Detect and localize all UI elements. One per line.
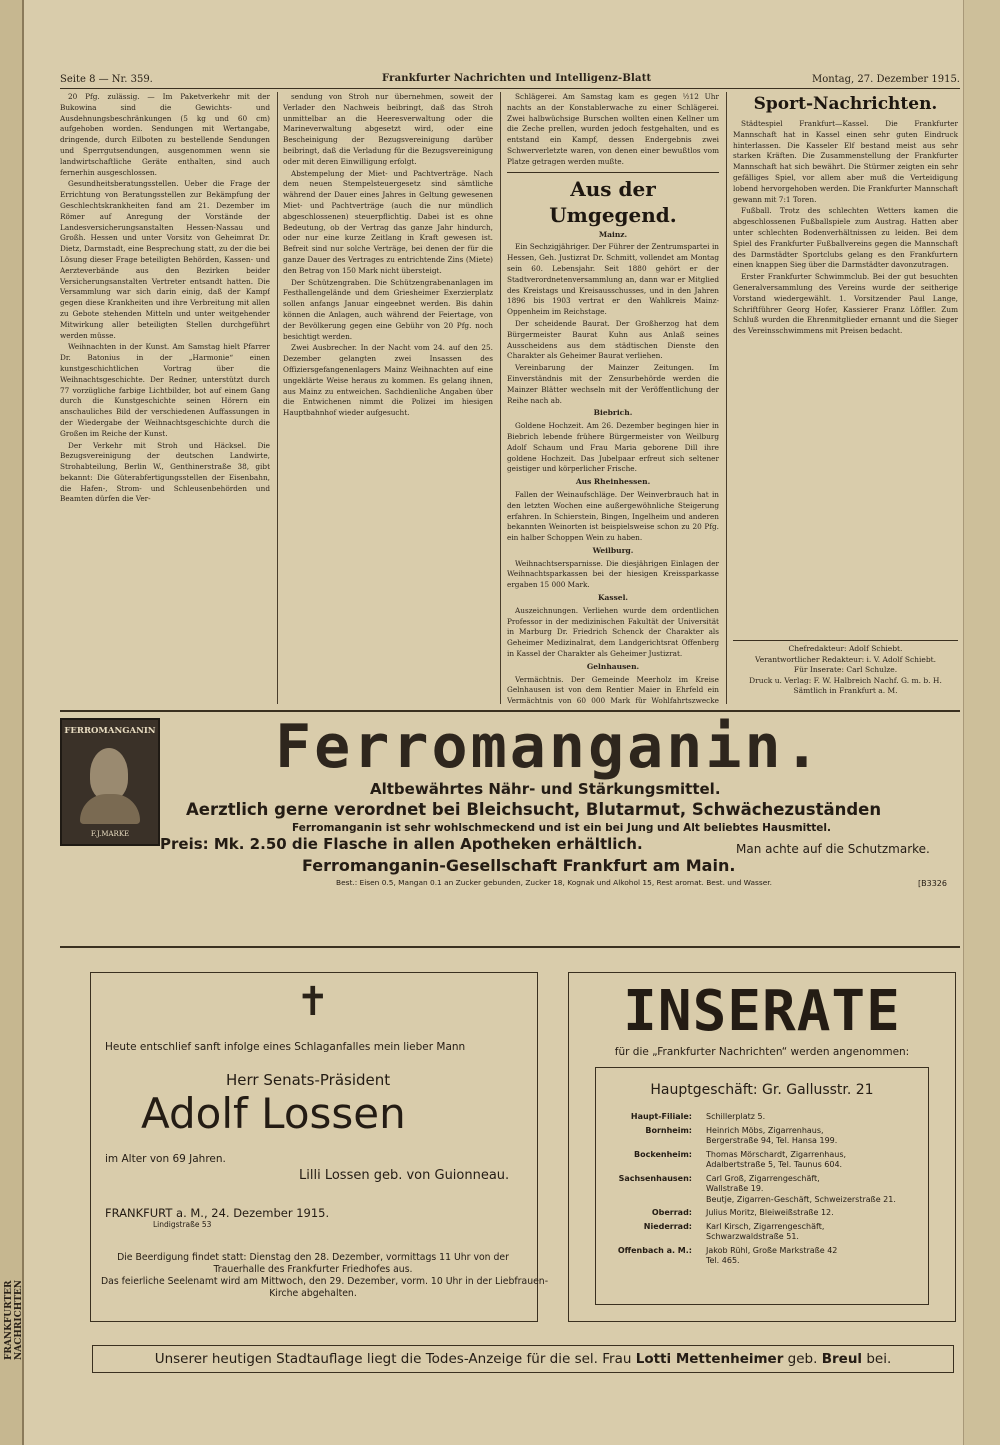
funeral-line: Trauerhalle des Frankfurter Friedhofes aus. xyxy=(213,1264,413,1275)
funeral-line: Die Beerdigung findet statt: Dienstag den 28. Dezember, vormittags 11 Uhr von der xyxy=(117,1252,509,1263)
inserate-title: INSERATE xyxy=(623,979,901,1044)
paragraph: Der Schützengraben. Die Schützengrabenanlagen im Festhallengelände und dem Griesheimer Exerzierplatz sollen anfangs Januar eingeebnet werden. Bis dahin können die Anlagen, auch während der Feiertage, von der Bevölkerung gegen eine Gebühr von 20 Pfg. noch besichtigt werden. xyxy=(283,277,493,341)
obituary-title: Herr Senats-Präsident xyxy=(226,1071,391,1089)
imprint-line: Verantwortlicher Redakteur: i. V. Adolf Schiebt. xyxy=(754,654,937,664)
notice-text xyxy=(93,1351,953,1367)
dateline-biebrich: Biebrich. xyxy=(593,408,633,418)
section-title-sport: Sport-Nachrichten. xyxy=(753,94,938,114)
paragraph: Vereinbarung der Mainzer Zeitungen. Im Einverständnis mit der Zensurbehörde werden die Mainzer Blätter wechseln mit der Veröffentlichung der Reihe nach ab. xyxy=(507,363,719,405)
notice-maiden: Breul xyxy=(821,1351,863,1367)
paragraph: Fußball. Trotz des schlechten Wetters kamen die abgeschlossenen Fußballspiele zum Austrag. Hatten aber unter schlechten Bodenverhältnissen zu leiden. Bei dem Spiel des Frankfurter Fußballvereins gegen die Mannschaft des Darmstädter Sportclubs gelang es den Frankfurtern einen knappen Sieg über die Darmstädter davonzutragen. xyxy=(733,206,958,270)
column-1 xyxy=(60,92,270,706)
column-2 xyxy=(283,92,493,706)
logo-mark: F.J.MARKE xyxy=(90,830,130,838)
branch-address: Schwarzwaldstraße 51. xyxy=(706,1232,799,1241)
column-divider xyxy=(500,92,501,704)
inserate-subtitle: für die „Frankfurter Nachrichten“ werden angenommen: xyxy=(614,1046,910,1058)
funeral-line: Das feierliche Seelenamt wird am Mittwoch, den 29. Dezember, vorm. 10 Uhr in der Liebfrauen- xyxy=(101,1276,549,1287)
obituary-notice xyxy=(90,972,549,1322)
imprint-line: Sämtlich in Frankfurt a. M. xyxy=(793,686,898,695)
funeral-line: Kirche abgehalten. xyxy=(269,1288,357,1299)
paragraph: sendung von Stroh nur übernehmen, soweit der Verlader den Nachweis beibringt, daß das Stroh unmittelbar an die Heeresverwaltung oder die Marineverwaltung abgesetzt wird, oder eine Bescheinigung der Bezugsvereinigung darüber beibringt, daß die Verladung für die Bezugsvereinigung oder mit deren Einwilligung erfolgt. xyxy=(283,92,493,166)
branch-address: Carl Groß, Zigarrengeschäft, xyxy=(706,1173,820,1183)
paragraph: Weihnachten in der Kunst. Am Samstag hielt Pfarrer Dr. Batonius in der „Harmonie“ einen kunstgeschichtlichen Vortrag über die Weihnachtsgeschichte. Der Redner, unterstützt durch 77 vorzügliche farbige Lichtbilder, bot auf einem Gang durch die Kunstgeschichte seinen Hörern ein anschauliches Bild der verschiedenen Auffassungen in der Wiedergabe der Weihnachtsgeschichte durch die Großen im Reiche der Kunst. xyxy=(60,342,270,438)
dateline-rheinhessen: Aus Rheinhessen. xyxy=(575,477,651,487)
obituary-age: im Alter von 69 Jahren. xyxy=(105,1153,226,1165)
branch-address: Tel. 465. xyxy=(706,1256,740,1265)
portrait-head xyxy=(90,748,128,800)
ad-price: Preis: Mk. 2.50 die Flasche in allen Apotheken erhältlich. xyxy=(160,835,643,853)
ferromanganin-logo xyxy=(60,718,160,846)
branch-address: Karl Kirsch, Zigarrengeschäft, xyxy=(706,1221,825,1231)
notice-pre: Unserer heutigen Stadtauflage liegt die Todes-Anzeige für die sel. Frau xyxy=(154,1351,632,1367)
obituary-widow: Lilli Lossen geb. von Guionneau. xyxy=(299,1168,510,1183)
imprint xyxy=(733,640,958,697)
branch-address: Beutje, Zigarren-Geschäft, Schweizerstraße 21. xyxy=(706,1194,896,1204)
imprint-line: Für Inserate: Carl Schulze. xyxy=(793,665,898,674)
ad-trademark: Man achte auf die Schutzmarke. xyxy=(736,842,930,856)
obituary-name: Adolf Lossen xyxy=(141,1089,406,1138)
ad-reference: [B3326 xyxy=(918,879,947,888)
branch-address: Jakob Rühl, Große Markstraße 42 xyxy=(706,1245,838,1255)
logo-text: FERROMANGANIN xyxy=(64,726,156,736)
notice-post: bei. xyxy=(866,1351,892,1367)
obituary-street: Lindigstraße 53 xyxy=(153,1220,212,1229)
portrait-body xyxy=(80,794,140,824)
issue-date: Montag, 27. Dezember 1915. xyxy=(811,74,960,85)
dateline-gelnhausen: Gelnhausen. xyxy=(586,661,640,671)
paragraph: Erster Frankfurter Schwimmclub. Bei der gut besuchten Generalversammlung des Vereins wurde der seitherige Vorstand wiedergewählt. 1. Vorsitzender Paul Lange, Schriftführer Georg Hofer, Kassierer Franz Löffler. Zum Schluß wurden die Ehrenmitglieder ernannt und die Sieger des Vereinsschwimmens mit Preisen bedacht. xyxy=(733,272,958,336)
ad-company: Ferromanganin-Gesellschaft Frankfurt am Main. xyxy=(302,856,736,875)
paragraph: Gesundheitsberatungsstellen. Ueber die Frage der Errichtung von Beratungsstellen zur Bekämpfung der Geschlechtskrankheiten fand am 21. Dezember im Römer auf Anregung der Vorstände der Landesversicherungsanstalten Hessen-Nassau und Großh. Hessen und unter Vorsitz von Geheimrat Dr. Dietz, Darmstadt, eine Besprechung statt, zu der die bei Lösung dieser Frage beteiligten Behörden, Kassen- und Aerzteverbände aus den Bezirken beider Versicherungsanstalten Vertreter entsandt hatten. Die Versammlung war sich darin einig, daß der Kampf gegen diese Krankheiten und ihre Verbreitung mit allen zu Gebote stehenden Mitteln und unter weitgehender Mitwirkung aller beteiligten Stellen durchgeführt werden müsse. xyxy=(60,179,270,340)
gutter-label: FRANKFURTER NACHRICHTEN xyxy=(4,1279,24,1360)
dateline-kassel: Kassel. xyxy=(597,593,629,603)
paragraph: Abstempelung der Miet- und Pachtverträge. Nach dem neuen Stempelsteuergesetz sind sämtliche während der Dauer eines Jahres in Geltung gewesenen Miet- und Pachtverträge (auch die nur mündlich abgeschlossenen) steuerpflichtig. Dabei ist es ohne Bedeutung, ob der Vertrag das ganze Jahr hindurch, oder nur eine kurze Zeitlang in Kraft gewesen ist. Befreit sind nur solche Verträge, bei denen der für die ganze Dauer des Vertrages zu entrichtende Zins (Miete) den Betrag von 150 Mark nicht übersteigt. xyxy=(283,168,493,275)
ferromanganin-ad xyxy=(60,714,960,946)
ad-line: Ferromanganin ist sehr wohlschmeckend und ist ein bei Jung und Alt beliebtes Hausmittel. xyxy=(292,822,831,834)
section-rule xyxy=(60,946,960,948)
page-header xyxy=(60,72,960,89)
branch-place: Bornheim: xyxy=(645,1125,692,1135)
cross-icon: ✝ xyxy=(296,979,330,1025)
paragraph: Schlägerei. Am Samstag kam es gegen ½12 Uhr nachts an der Konstablerwache zu einer Schlägerei. Zwei halbwüchsige Burschen wollten einen Kellner um die Zeche prellen, wurden jedoch festgehalten, und es entstand ein Kampf, dessen Endergebnis zwei Schwerverletzte waren, von denen einer bewußtlos vom Platze getragen werden mußte. xyxy=(507,92,719,166)
paragraph: Auszeichnungen. Verliehen wurde dem ordentlichen Professor in der medizinischen Fakultät der Universität in Marburg Dr. Friedrich Schenck der Charakter als Geheimer Medizinalrat, dem Landgerichtsrat Offenberg in Kassel der Charakter als Geheimer Justizrat. xyxy=(507,605,719,659)
page-edge xyxy=(963,0,1000,1445)
imprint-line: Chefredakteur: Adolf Schiebt. xyxy=(788,644,903,653)
ad-line: Aerztlich gerne verordnet bei Bleichsucht, Blutarmut, Schwächezuständen xyxy=(186,800,882,819)
column-divider xyxy=(726,92,727,704)
masthead: Frankfurter Nachrichten und Intelligenz-Blatt xyxy=(382,73,652,84)
branch-address: Wallstraße 19. xyxy=(706,1184,764,1193)
paragraph: Vermächtnis. Der Gemeinde Meerholz im Kreise Gelnhausen ist von dem Rentier Maier in Ehrfeld ein Vermächtnis von 60 000 Mark für Wohlfahrtszwecke xyxy=(507,674,719,706)
paragraph: Der Verkehr mit Stroh und Häcksel. Die Bezugsvereinigung der deutschen Landwirte, Strohabteilung, Berlin W., Genthinerstraße 38, gibt bekannt: Die Güterabfertigungsstellen der Eisenbahn, die Hafen-, Strom- und Schleusenbehörden und Beamten dürfen die Ver- xyxy=(60,440,270,504)
notice-mid: geb. xyxy=(787,1351,818,1367)
ad-ingredients: Best.: Eisen 0.5, Mangan 0.1 an Zucker gebunden, Zucker 18, Kognak und Alkohol 15, Rest aromat. Best. und Wasser. xyxy=(336,878,773,887)
imprint-line: Druck u. Verlag: F. W. Halbreich Nachf. G. m. b. H. xyxy=(749,675,942,685)
branch-place: Niederrad: xyxy=(643,1221,692,1231)
main-office: Hauptgeschäft: Gr. Gallusstr. 21 xyxy=(650,1082,874,1098)
branch-place: Haupt-Filiale: xyxy=(630,1112,692,1121)
branch-address: Thomas Mörschardt, Zigarrenhaus, xyxy=(706,1149,847,1159)
section-title-umgegend: Aus der Umgegend. xyxy=(507,172,719,228)
column-divider xyxy=(277,92,278,704)
obituary-place: FRANKFURT a. M., 24. Dezember 1915. xyxy=(105,1206,330,1220)
notice-name: Lotti Mettenheimer xyxy=(635,1351,784,1367)
branch-address: Heinrich Möbs, Zigarrenhaus, xyxy=(706,1125,824,1135)
paragraph: Städtespiel Frankfurt—Kassel. Die Frankfurter Mannschaft hat in Kassel einen sehr guten Eindruck hinterlassen. Die Kasseler Elf bestand meist aus sehr starken Kräften. Die Zusammenstellung der Frankfurter Mannschaft hat sich bewährt. Die Stürmer zeigten ein sehr gefälliges Spiel, vor allem aber muß die Verteidigung lobend hervorgehoben werden. Die Frankfurter Mannschaft gewann mit 7:1 Toren. xyxy=(733,119,958,204)
dateline-weilburg: Weilburg. xyxy=(592,545,634,555)
branch-address: Schillerplatz 5. xyxy=(706,1112,766,1121)
branch-address: Adalbertstraße 5, Tel. Taunus 604. xyxy=(706,1160,843,1169)
paragraph: Weihnachtsersparnisse. Die diesjährigen Einlagen der Weihnachtsparkassen bei der hiesigen Kreissparkasse ergaben 15 000 Mark. xyxy=(507,558,719,590)
page-number: Seite 8 — Nr. 359. xyxy=(60,74,153,85)
branch-place: Sachsenhausen: xyxy=(618,1173,692,1183)
branch-place: Oberrad: xyxy=(651,1208,692,1217)
paragraph: Goldene Hochzeit. Am 26. Dezember begingen hier in Biebrich lebende frühere Bürgermeister von Weilburg Adolf Schaum und Frau Maria geborene Dill ihre goldene Hochzeit. Das Jubelpaar erfreut sich seltener geistiger und körperlicher Frische. xyxy=(507,421,719,474)
inserate-ad xyxy=(568,972,956,1322)
branches-box xyxy=(595,1067,929,1305)
branch-address: Julius Moritz, Bleiweißstraße 12. xyxy=(706,1208,834,1217)
ad-subtitle: Altbewährtes Nähr- und Stärkungsmittel. xyxy=(370,780,721,798)
ad-title: Ferromanganin. xyxy=(275,712,823,782)
obituary-intro: Heute entschlief sanft infolge eines Schlaganfalles mein lieber Mann xyxy=(105,1041,466,1053)
branch-address: Bergerstraße 94, Tel. Hansa 199. xyxy=(706,1136,838,1145)
bottom-notice xyxy=(92,1345,954,1373)
column-4 xyxy=(733,92,958,706)
paragraph: 20 Pfg. zulässig. — Im Paketverkehr mit der Bukowina sind die Gewichts- und Ausdehnungsbeschränkungen (5 kg und 60 cm) aufgehoben worden. Sendungen mit Wertangabe, dringende, durch Eilboten zu bestellende Sendungen und Sperrgutsendungen, ausgenommen wenn sie landwirtschaftliche Geräte enthalten, sind auch fernerhin ausgeschlossen. xyxy=(60,92,270,177)
binding-strip xyxy=(0,0,24,1445)
branch-place: Bockenheim: xyxy=(634,1149,692,1159)
branch-place: Offenbach a. M.: xyxy=(617,1245,692,1255)
dateline-mainz: Mainz. xyxy=(598,229,628,239)
paragraph: Zwei Ausbrecher. In der Nacht vom 24. auf den 25. Dezember gelangten zwei Insassen des Offiziersgefangenenlagers Mainz Weihnachten auf eine ungeklärte Weise heraus zu kommen. Es gelang ihnen, aus Mainz zu entweichen. Sachdienliche Angaben über die Entwichenen nimmt die Polizei im hiesigen Hauptbahnhof wieder aufgesucht. xyxy=(283,343,493,418)
paragraph: Fallen der Weinaufschläge. Der Weinverbrauch hat in den letzten Wochen eine außergewöhnliche Steigerung erfahren. In Schierstein, Bingen, Ingelheim und anderen bekannten Weinorten ist beispielsweise schon zu 20 Pfg. ein halber Schoppen Wein zu haben. xyxy=(507,489,719,543)
paragraph: Ein Sechzigjähriger. Der Führer der Zentrumspartei in Hessen, Geh. Justizrat Dr. Schmitt, vollendet am Montag sein 60. Lebensjahr. Seit 1880 gehört er der Stadtverordnetenversammlung an, dann war er Mitglied des Kreistags und Kreisausschusses, und in den Jahren 1896 bis 1903 vertrat er den Wahlkreis Mainz-Oppenheim im Reichstage. xyxy=(507,242,719,317)
column-3 xyxy=(507,92,719,706)
paragraph: Der scheidende Baurat. Der Großherzog hat dem Bürgermeister Baurat Kuhn aus Anlaß seines Ausscheidens aus dem städtischen Dienste den Charakter als Geheimer Baurat verliehen. xyxy=(507,318,719,361)
